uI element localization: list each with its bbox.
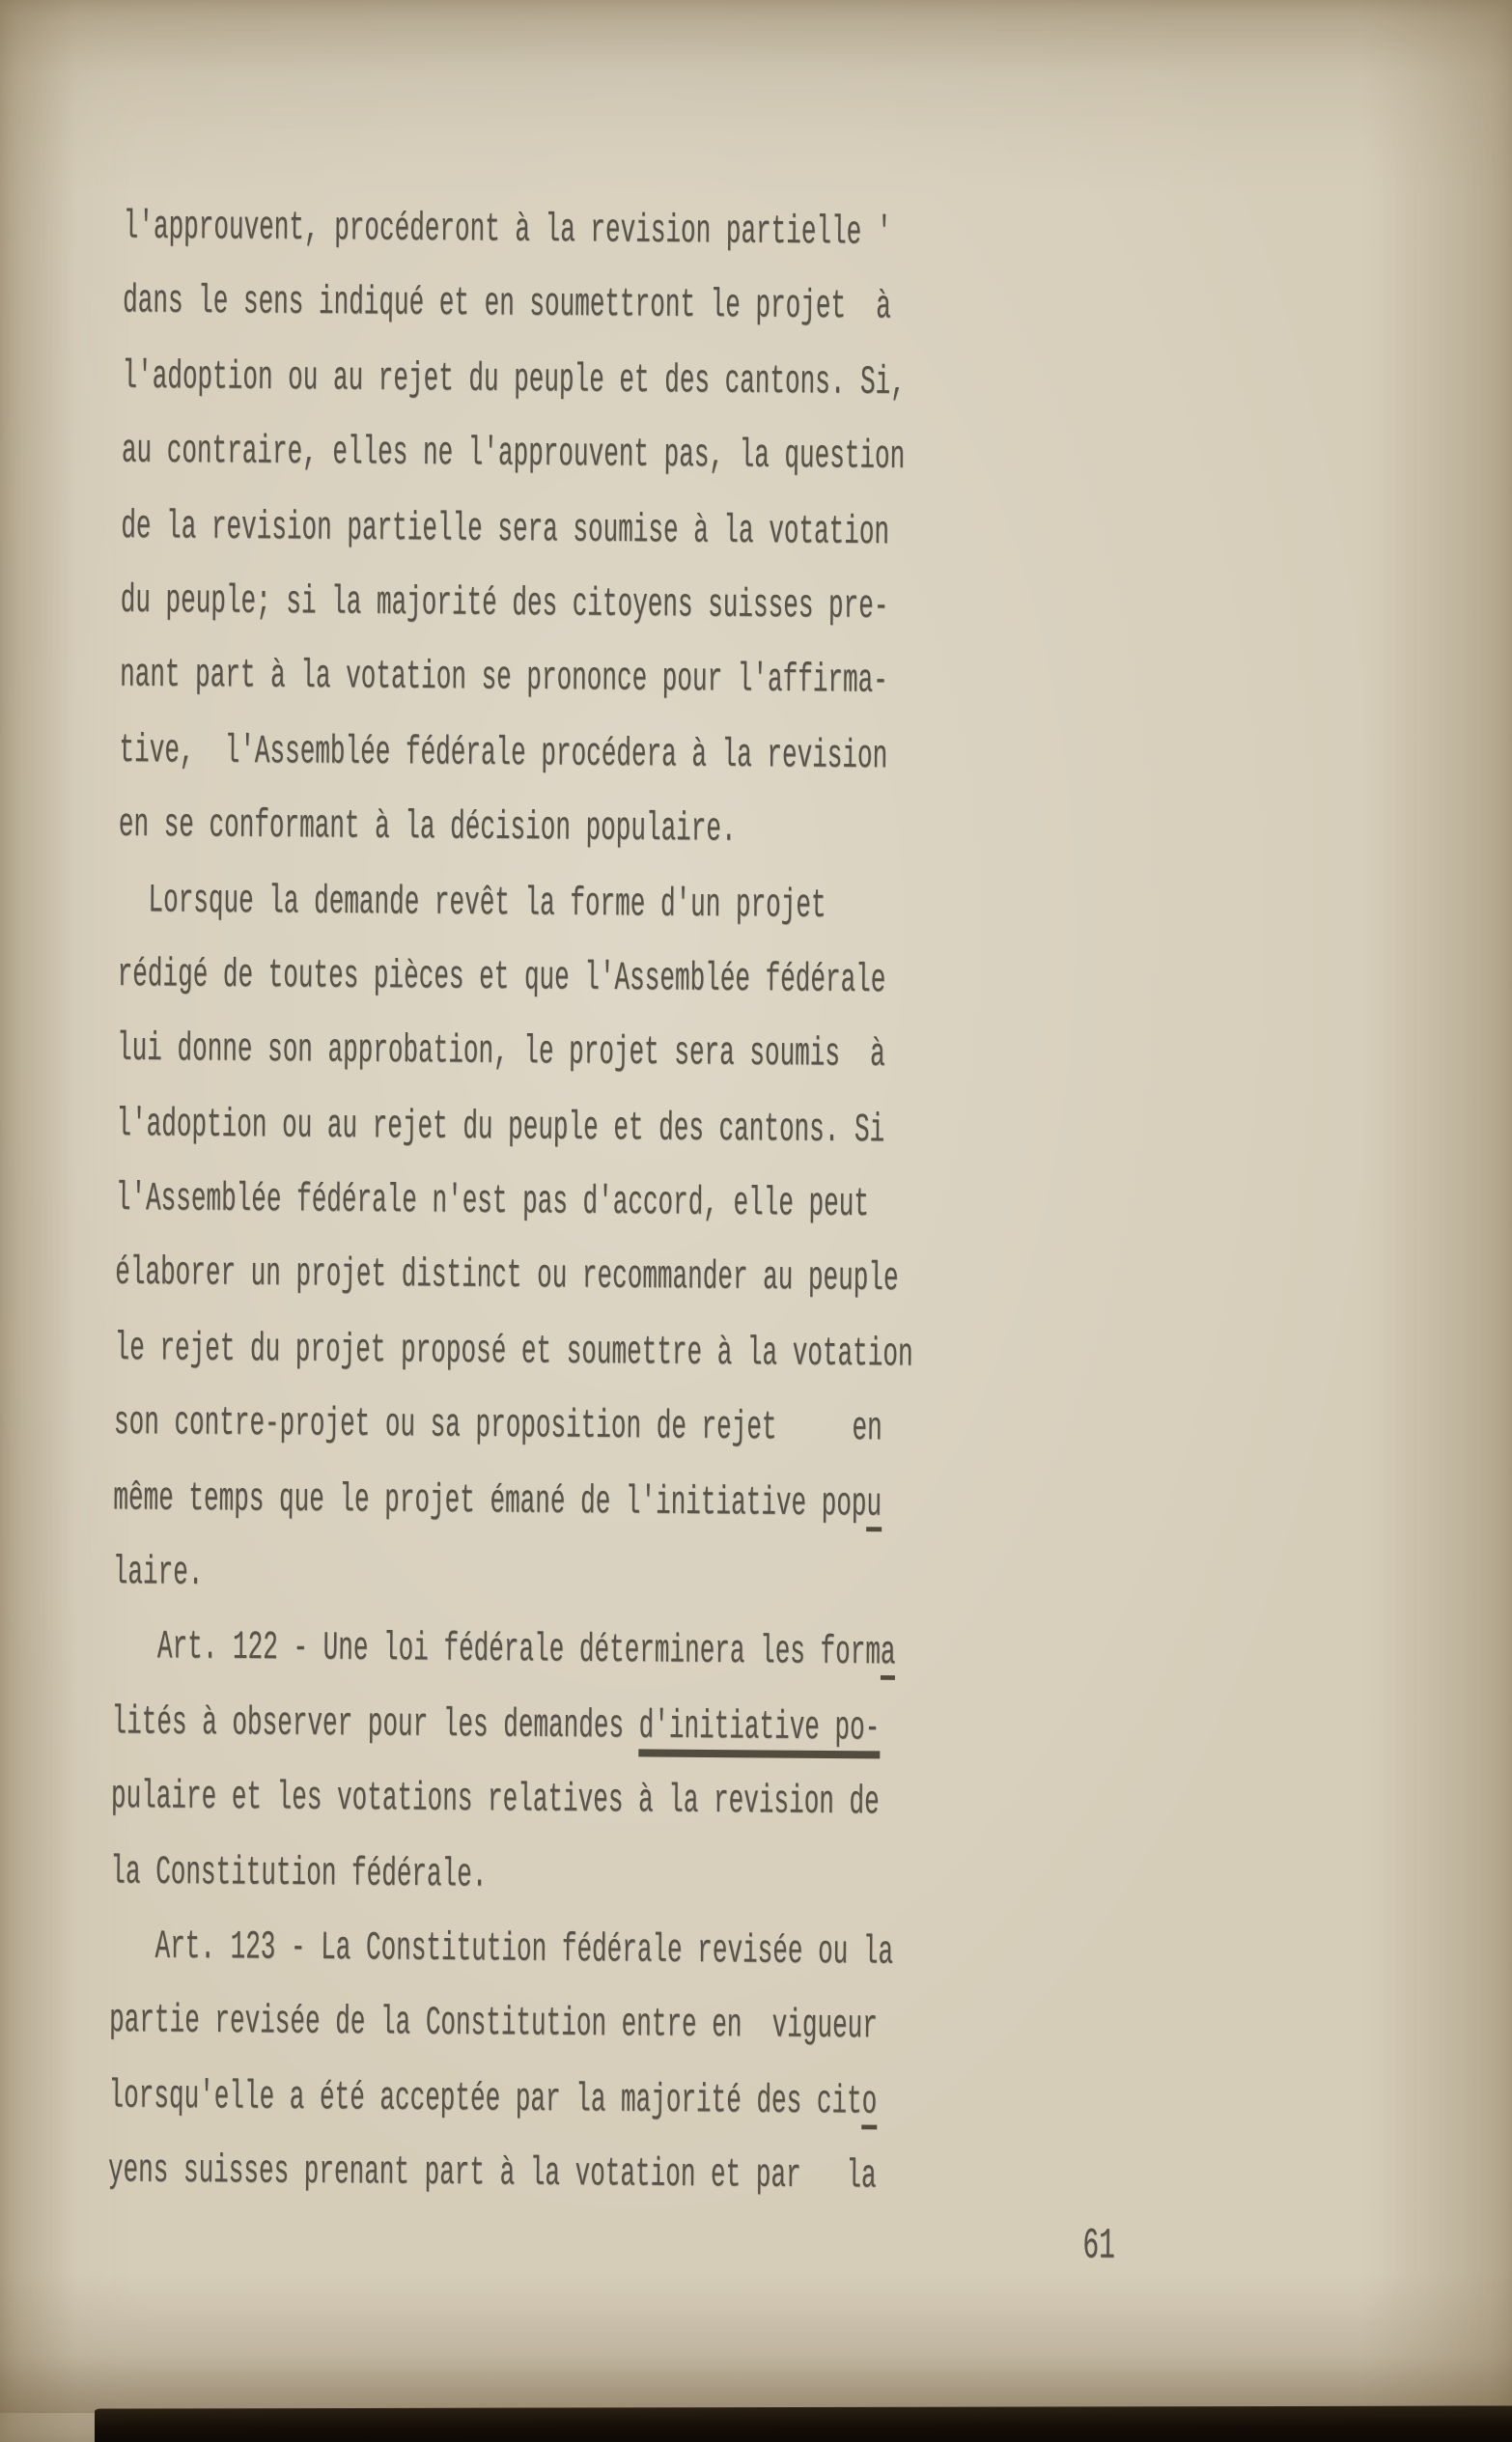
text-segment: son contre-projet ou sa proposition de rejet en [113,1399,882,1452]
text-segment: nant part à la votation se prononce pour l'affirma- [119,651,888,705]
underlined-text: a [881,1630,896,1681]
text-segment: du peuple; si la majorité des citoyens suisses pre- [120,576,889,630]
underlined-text: d'initiative po- [638,1702,880,1758]
text-line [120,638,919,719]
scan-edge-strip [95,2405,1512,2442]
text-line [123,264,922,345]
text-segment: yens suisses prenant part à la votation et par la [107,2147,877,2200]
text-segment: l'adoption ou au rejet du peuple et des cantons. Si [116,1100,885,1153]
text-segment: dans le sens indiqué et en soumettront le projet à [122,277,892,331]
text-line [111,1684,910,1765]
text-line [112,1535,911,1616]
text-line [108,2059,908,2140]
text-segment: partie revisée de la Constitution entre en vigueur [108,1997,879,2050]
text-line [117,1012,916,1093]
text-segment: le rejet du projet proposé et soumettre à la votation [114,1324,913,1378]
text-line [117,937,916,1018]
text-line [108,2133,908,2214]
text-segment: Lorsque la demande revêt la forme d'un projet [118,876,826,928]
text-line [114,1310,913,1391]
text-line [111,1759,910,1840]
text-line [122,413,921,494]
text-line [112,1610,911,1691]
text-line [123,189,922,270]
text-segment: même temps que le projet émané de l'initiative pop [113,1474,867,1527]
text-line [116,1086,915,1167]
text-line [109,1983,909,2064]
text-lines [108,189,922,2214]
underlined-text: u [866,1480,882,1531]
text-line [120,563,919,644]
text-segment: Art. 123 - La Constitution fédérale revisée ou la [109,1923,894,1976]
text-segment: tive, l'Assemblée fédérale procédera à la revision [119,726,888,779]
text-segment: de la revision partielle sera soumise à la votation [121,502,890,555]
text-segment: l'approuvent, procéderont à la revision partielle ' [123,203,892,256]
text-segment: lités à observer pour les demandes [111,1698,639,1750]
text-line [121,489,920,570]
text-segment: au contraire, elles ne l'approuvent pas, la question [121,427,906,481]
text-segment: l'Assemblée fédérale n'est pas d'accord, elle peut [115,1174,870,1228]
text-segment: laire. [112,1548,204,1596]
text-line [110,1834,910,1915]
text-line [113,1460,912,1541]
page-number: 61 [1082,2223,1116,2272]
text-line [114,1386,913,1467]
text-segment: l'adoption ou au rejet du peuple et des cantons. Si, [122,352,907,406]
text-segment: lorsqu'elle a été acceptée par la majorité des cit [108,2071,862,2125]
text-segment: en se conformant à la décision populaire. [118,800,737,853]
text-segment: lui donne son approbation, le projet sera soumis à [116,1025,885,1079]
text-segment: Art. 122 - Une loi fédérale déterminera les form [111,1623,882,1676]
text-segment: élaborer un projet distinct ou recommander au peuple [115,1249,899,1303]
text-line [109,1909,909,1990]
text-segment: rédigé de toutes pièces et que l'Assemblée fédérale [117,950,886,1003]
text-line [115,1236,914,1317]
text-line [122,339,921,420]
text-segment: pulaire et les votations relatives à la revision de [110,1773,880,1826]
text-line [119,713,918,794]
text-line [118,862,917,943]
text-segment: la Constitution fédérale. [110,1847,488,1897]
text-line [116,1161,915,1242]
text-line [119,787,918,868]
underlined-text: o [861,2078,877,2129]
